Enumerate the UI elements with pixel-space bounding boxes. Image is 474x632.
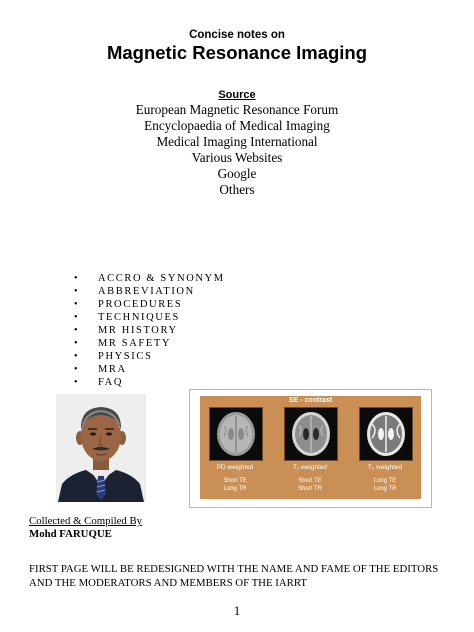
topic-item — [72, 376, 225, 389]
source-item: European Magnetic Resonance Forum — [135, 102, 339, 117]
topic-list — [72, 272, 225, 389]
source-item: Google — [217, 166, 257, 181]
mri-brain-image-t2 — [359, 407, 413, 461]
bullet-icon: • — [74, 299, 80, 310]
topic-item — [72, 272, 225, 285]
topic-label: PROCEDURES — [98, 299, 183, 310]
bullet-icon: • — [74, 351, 80, 362]
bullet-icon: • — [74, 338, 80, 349]
topic-label: FAQ — [98, 377, 124, 388]
topic-label: TECHNIQUES — [98, 312, 180, 323]
bullet-icon: • — [74, 377, 80, 388]
mri-brain-image-pd — [209, 407, 263, 461]
bullet-icon: • — [74, 312, 80, 323]
compiled-by-label: Collected & Compiled By — [29, 515, 143, 527]
topic-label: MRA — [98, 364, 127, 375]
document-title: Magnetic Resonance Imaging — [106, 42, 368, 63]
source-item: Various Websites — [191, 150, 283, 165]
bullet-icon: • — [74, 364, 80, 375]
mri-param: Short TE — [223, 478, 247, 484]
mri-param: Long TE — [373, 478, 397, 484]
mri-param: Long TR — [373, 485, 397, 492]
bullet-icon: • — [74, 286, 80, 297]
topic-item — [72, 324, 225, 337]
source-list — [0, 102, 474, 198]
document-subtitle: Concise notes on — [189, 29, 285, 41]
source-item: Others — [219, 182, 255, 197]
topic-item — [72, 337, 225, 350]
topic-item — [72, 350, 225, 363]
mri-figure-panel — [200, 396, 421, 499]
mri-param: Long TR — [223, 485, 247, 492]
author-name: Mohd FARUQUE — [29, 528, 112, 540]
topic-item — [72, 298, 225, 311]
mri-brain-image-t1 — [284, 407, 338, 461]
topic-label: ABBREVIATION — [98, 286, 195, 297]
mri-figure-title: SE - contrast — [288, 397, 333, 404]
topic-item — [72, 311, 225, 324]
mri-label-pd: PD weighted — [216, 464, 254, 471]
source-item: Medical Imaging International — [156, 134, 318, 149]
bullet-icon: • — [74, 325, 80, 336]
source-heading: Source — [218, 89, 256, 101]
topic-label: PHYSICS — [98, 351, 153, 362]
footer-note: FIRST PAGE WILL BE REDESIGNED WITH THE NAME AND FAME OF THE EDITORS AND THE MODERATORS AND MEMBERS OF THE IARRT — [29, 563, 439, 589]
mri-contrast-figure — [189, 389, 432, 508]
mri-params-t1 — [281, 478, 339, 493]
brain-scan-icon — [285, 408, 337, 460]
mri-param: Short TE — [298, 478, 322, 484]
brain-scan-icon — [210, 408, 262, 460]
topic-item — [72, 363, 225, 376]
author-photo — [56, 394, 146, 502]
mri-label-t1: T₁ weighted — [293, 464, 327, 471]
source-item: Encyclopaedia of Medical Imaging — [144, 118, 330, 133]
mri-label-t2: T₂ weighted — [367, 464, 403, 471]
brain-scan-icon — [360, 408, 412, 460]
topic-label: MR HISTORY — [98, 325, 178, 336]
mri-params-pd — [206, 478, 264, 493]
bullet-icon: • — [74, 273, 80, 284]
page-number: 1 — [233, 603, 241, 618]
topic-label: ACCRO & SYNONYM — [98, 273, 225, 284]
mri-param: Short TR — [298, 485, 322, 492]
portrait-illustration — [56, 394, 146, 502]
topic-item — [72, 285, 225, 298]
topic-label: MR SAFETY — [98, 338, 172, 349]
mri-params-t2 — [356, 478, 414, 493]
